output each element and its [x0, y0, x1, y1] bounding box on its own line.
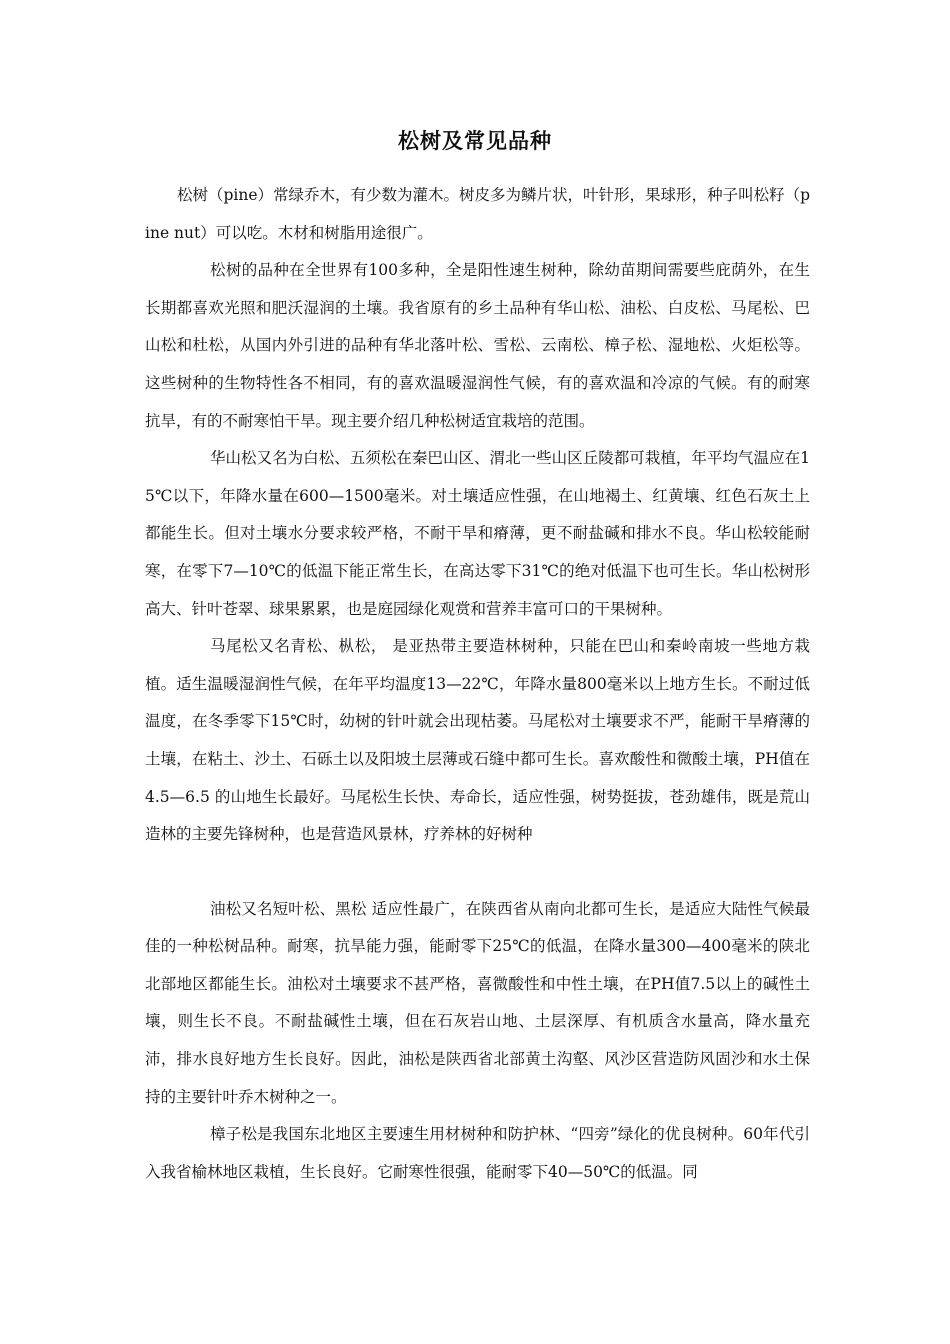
paragraph-intro: 松树（pine）常绿乔木，有少数为灌木。树皮多为鳞片状，叶针形，果球形，种子叫松籽（pine nut）可以吃。木材和树脂用途很广。 [145, 186, 810, 242]
paragraph-masson-pine: 马尾松又名青松、枞松， 是亚热带主要造林树种，只能在巴山和秦岭南坡一些地方栽植。适生温暖湿润性气候，在年平均温度13—22℃，年降水量800毫米以上地方生长。不耐过低温度，在冬季零下15℃时，幼树的针叶就会出现枯萎。马尾松对土壤要求不严，能耐干旱瘠薄的土壤，在粘土、沙土、石砾土以及阳坡土层薄或石缝中都可生长。喜欢酸性和微酸土壤，PH值在4.5—6.5 的山地生长最好。马尾松生长快、寿命长，适应性强，树势挺拔，苍劲雄伟，既是荒山造林的主要先锋树种，也是营造风景林，疗养林的好树种 [145, 637, 810, 844]
document-body [145, 177, 810, 1191]
paragraph-huashan-pine: 华山松又名为白松、五须松在秦巴山区、渭北一些山区丘陵都可栽植，年平均气温应在15℃以下，年降水量在600—1500毫米。对土壤适应性强，在山地褐土、红黄壤、红色石灰土上都能生长。但对土壤水分要求较严格，不耐干旱和瘠薄，更不耐盐碱和排水不良。华山松较能耐寒，在零下7—10℃的低温下能正常生长，在高达零下31℃的绝对低温下也可生长。华山松树形高大、针叶苍翠、球果累累，也是庭园绿化观赏和营养丰富可口的干果树种。 [145, 449, 810, 618]
paragraph-mongolian-pine: 樟子松是我国东北地区主要速生用材树种和防护林、“四旁”绿化的优良树种。60年代引入我省榆林地区栽植，生长良好。它耐寒性很强，能耐零下40—50℃的低温。同 [145, 1125, 810, 1181]
paragraph-varieties: 松树的品种在全世界有100多种，全是阳性速生树种，除幼苗期间需要些庇荫外，在生长期都喜欢光照和肥沃湿润的土壤。我省原有的乡土品种有华山松、油松、白皮松、马尾松、巴山松和杜松，从国内外引进的品种有华北落叶松、雪松、云南松、樟子松、湿地松、火炬松等。这些树种的生物特性各不相同，有的喜欢温暖湿润性气候，有的喜欢温和冷凉的气候。有的耐寒抗旱，有的不耐寒怕干旱。现主要介绍几种松树适宜栽培的范围。 [145, 261, 810, 430]
page-title: 松树及常见品种 [398, 128, 552, 153]
paragraph-chinese-pine: 油松又名短叶松、黑松 适应性最广，在陕西省从南向北都可生长，是适应大陆性气候最佳的一种松树品种。耐寒，抗旱能力强，能耐零下25℃的低温，在降水量300—400毫米的陕北北部地区都能生长。油松对土壤要求不甚严格，喜微酸性和中性土壤，在PH值7.5以上的碱性土壤，则生长不良。不耐盐碱性土壤，但在石灰岩山地、土层深厚、有机质含水量高，降水量充沛，排水良好地方生长良好。因此，油松是陕西省北部黄土沟壑、风沙区营造防风固沙和水土保持的主要针叶乔木树种之一。 [145, 899, 810, 1106]
